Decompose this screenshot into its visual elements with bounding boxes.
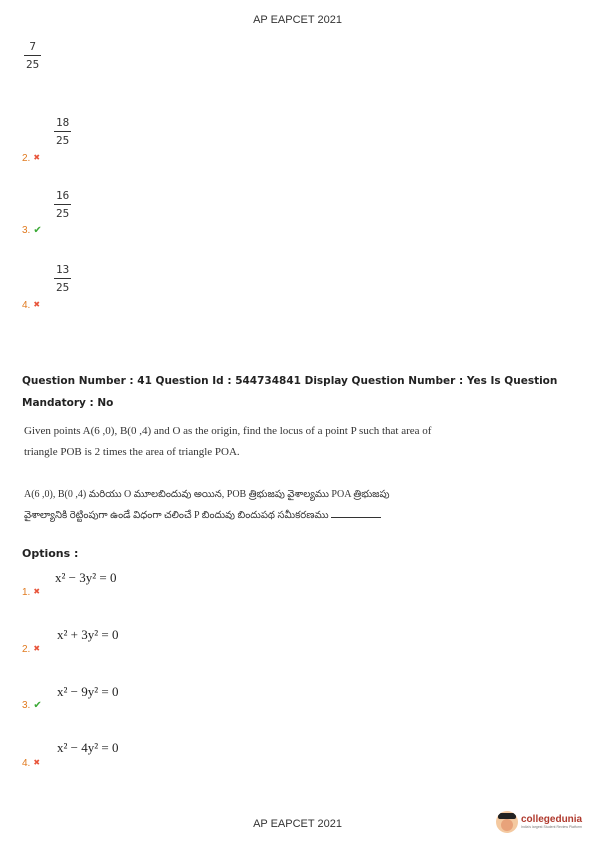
option-number: 3.: [22, 225, 31, 236]
correct-mark-icon: ✔: [33, 225, 42, 236]
option-2-equation: x² + 3y² = 0: [57, 627, 119, 642]
logo-name: collegedunia: [521, 814, 583, 825]
option-1-equation: x² − 3y² = 0: [55, 570, 117, 585]
fraction-option-2: [54, 116, 71, 147]
option-number: 3.: [22, 700, 31, 711]
question-text-english: [24, 421, 564, 463]
question-meta-line1: Question Number : 41 Question Id : 544734841 Display Question Number : Yes Is Question: [22, 375, 558, 387]
fraction-option-1: [24, 40, 41, 71]
fraction-bar: [54, 204, 71, 205]
question-english-line1: Given points A(6 ,0), B(0 ,4) and O as the origin, find the locus of a point P such that area of: [24, 425, 432, 437]
fraction-bar: [54, 278, 71, 279]
logo-tagline: India's largest Student Review Platform: [521, 825, 582, 829]
option-1: [22, 580, 40, 599]
options-label: Options :: [22, 547, 79, 560]
question-english-line2: triangle POB is 2 times the area of triangle POA.: [24, 446, 240, 458]
fraction-option-3: [54, 189, 71, 220]
option-number: 4.: [22, 300, 31, 311]
fraction-denominator: 25: [56, 134, 70, 147]
page-header: AP EAPCET 2021: [253, 14, 342, 26]
fraction-bar: [24, 55, 41, 56]
fraction-numerator: 18: [56, 116, 70, 129]
wrong-mark-icon: ✖: [33, 644, 41, 653]
fraction-bar: [54, 131, 71, 132]
fraction-numerator: 13: [56, 263, 70, 276]
option-4: [22, 751, 40, 770]
logo-text: [521, 814, 582, 830]
correct-mark-icon: ✔: [33, 700, 42, 711]
fraction-denominator: 25: [26, 58, 40, 71]
fraction-numerator: 16: [56, 189, 70, 202]
answer-blank: [331, 508, 381, 518]
option-number: 1.: [22, 587, 31, 598]
option-4-equation: x² − 4y² = 0: [57, 740, 119, 755]
fraction-denominator: 25: [56, 281, 70, 294]
wrong-mark-icon: ✖: [33, 587, 41, 596]
prev-option-2: [22, 146, 40, 165]
wrong-mark-icon: ✖: [33, 153, 41, 162]
wrong-mark-icon: ✖: [33, 300, 41, 309]
prev-option-4: [22, 293, 40, 312]
page-footer: AP EAPCET 2021: [253, 818, 342, 830]
logo-mascot-icon: [496, 811, 518, 833]
fraction-option-4: [54, 263, 71, 294]
option-number: 2.: [22, 644, 31, 655]
prev-option-3: [22, 218, 42, 237]
question-text-telugu: [24, 484, 564, 526]
wrong-mark-icon: ✖: [33, 758, 41, 767]
option-3-equation: x² − 9y² = 0: [57, 684, 119, 699]
fraction-denominator: 25: [56, 207, 70, 220]
question-meta-line2: Mandatory : No: [22, 397, 114, 409]
fraction-numerator: 7: [29, 40, 36, 53]
collegedunia-logo: [496, 808, 588, 836]
option-3: [22, 693, 42, 712]
question-meta: [22, 370, 572, 414]
question-telugu-line1: A(6 ,0), B(0 ,4) మరియు O మూలబిందువు అయిన, POB త్రిభుజపు వైశాల్యము POA త్రిభుజపు: [24, 489, 390, 500]
question-telugu-line2: వైశాల్యానికి రెట్టింపుగా ఉండే విధంగా చలించే P బిందువు బిందుపథ సమీకరణము: [24, 510, 329, 521]
option-number: 2.: [22, 153, 31, 164]
option-2: [22, 637, 40, 656]
option-number: 4.: [22, 758, 31, 769]
